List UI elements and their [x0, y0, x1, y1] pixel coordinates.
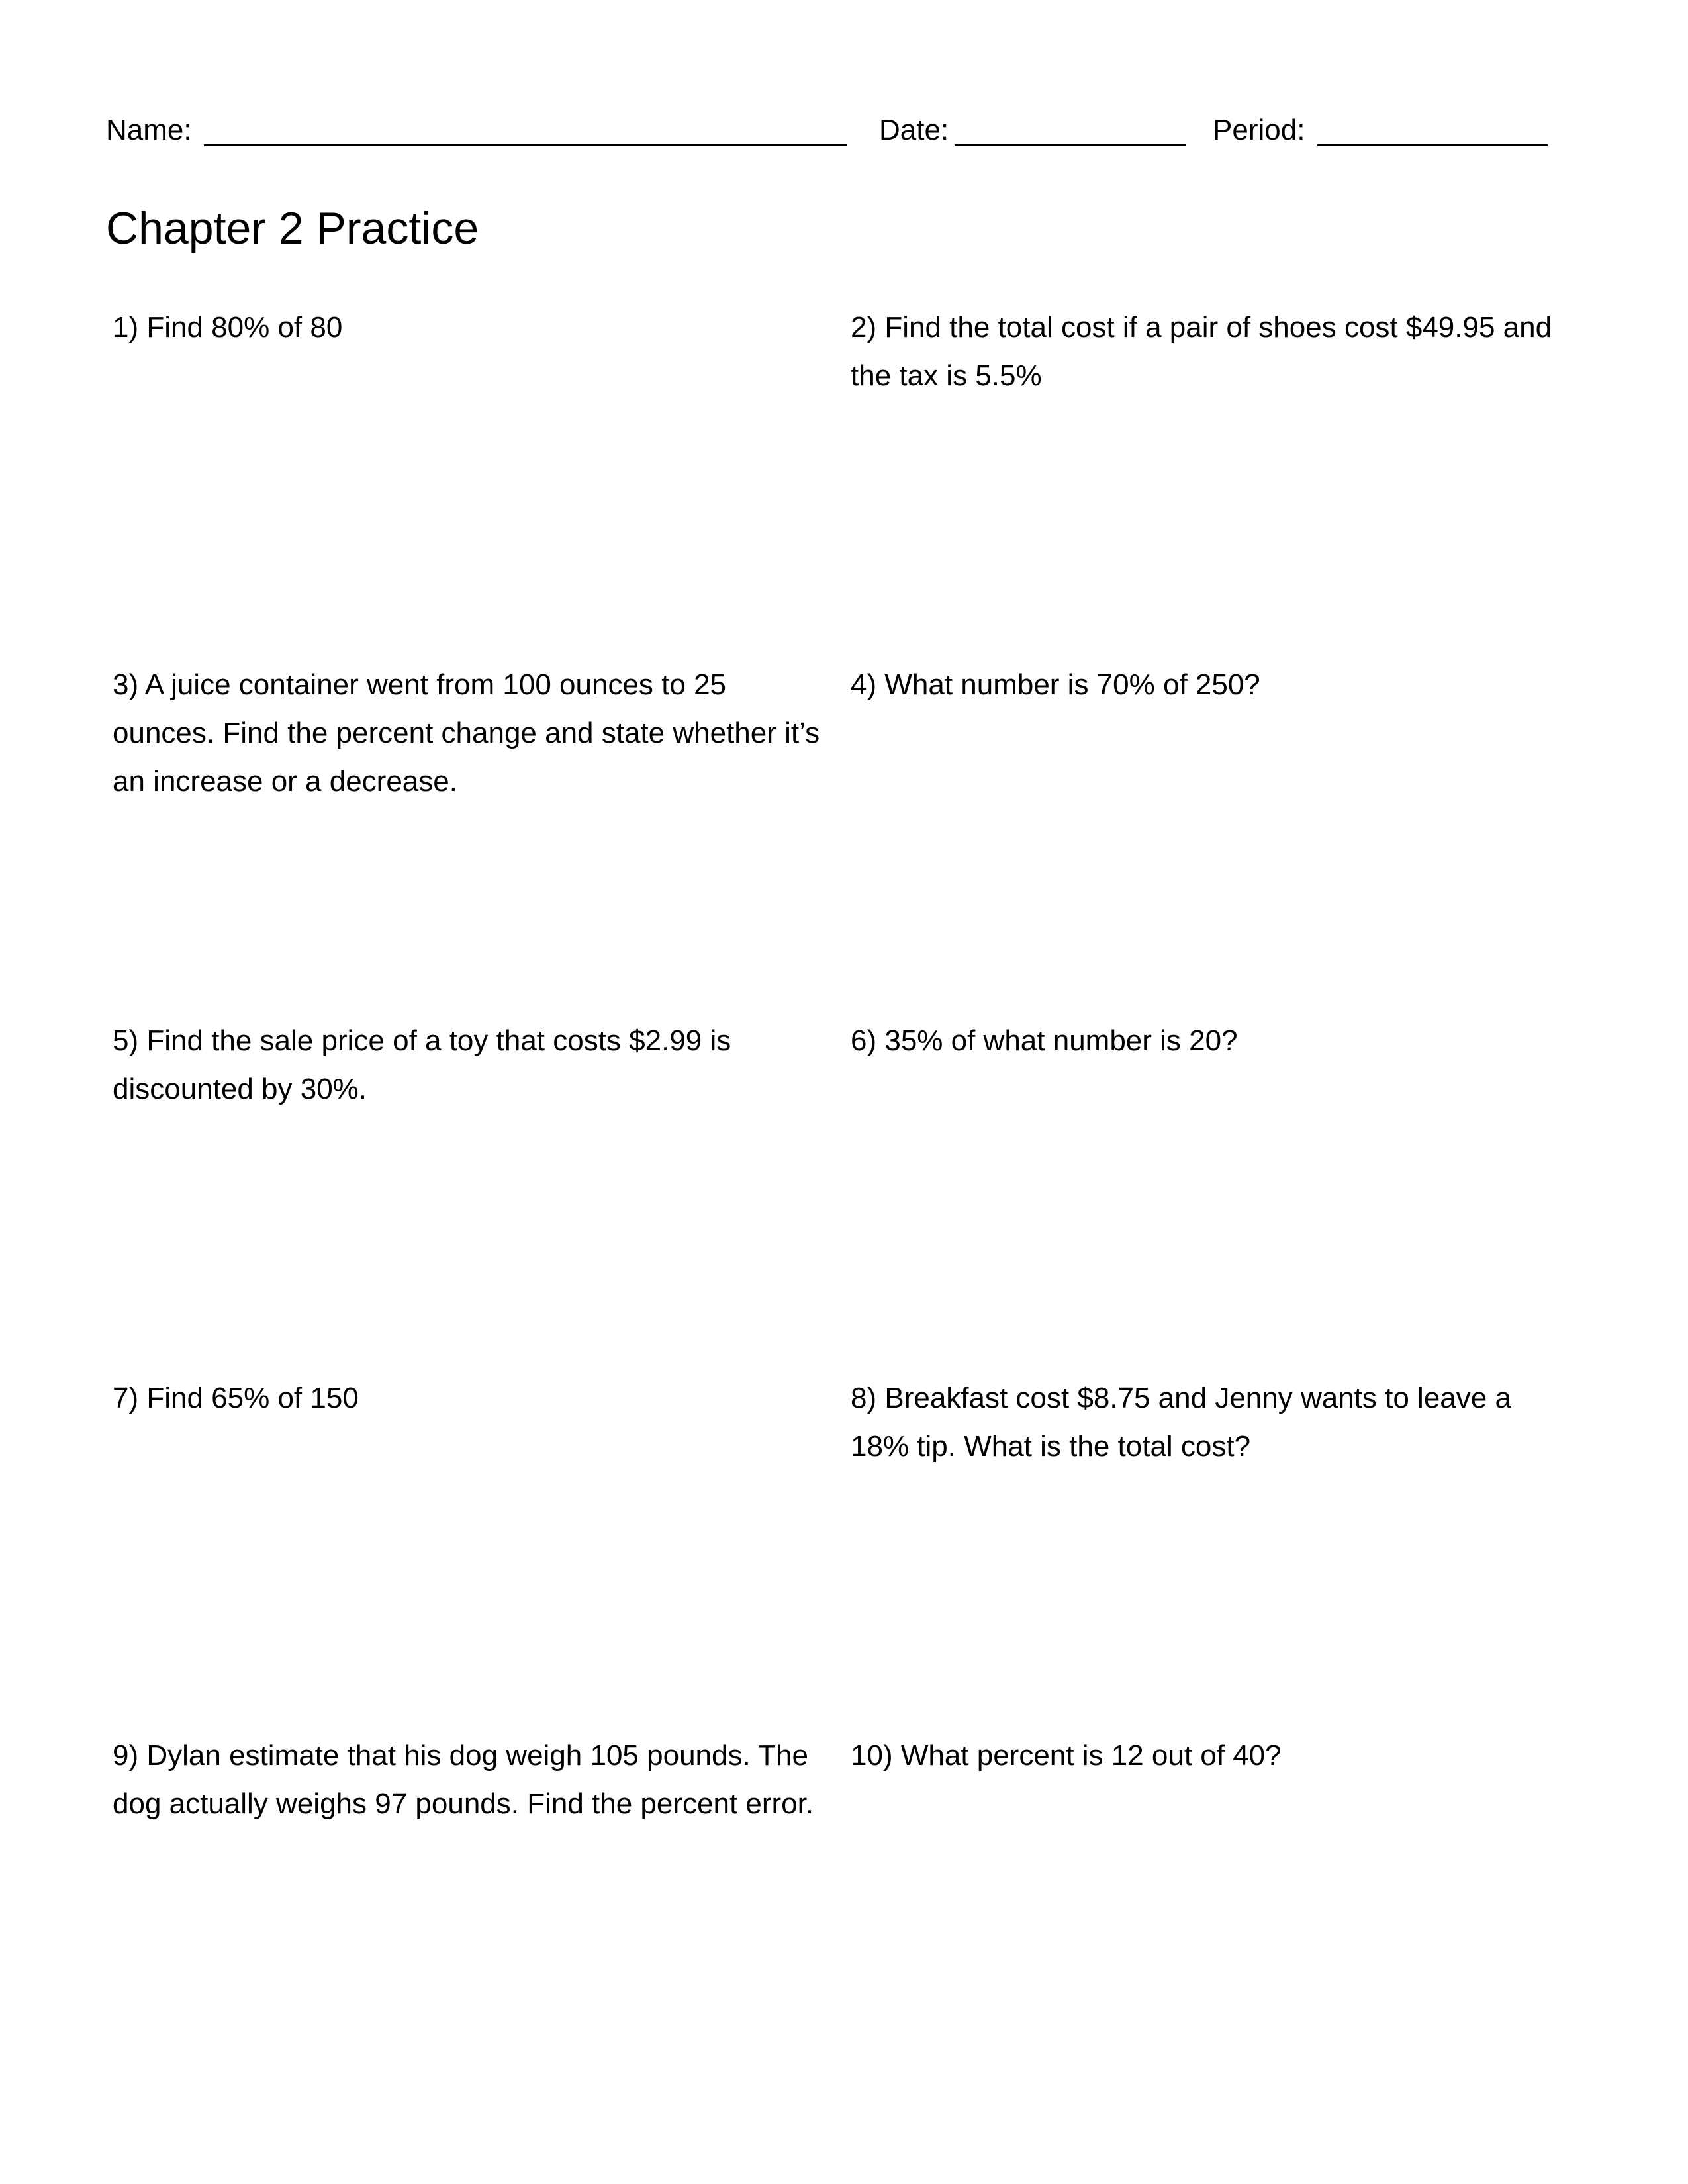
date-blank[interactable]	[955, 144, 1186, 146]
date-label: Date:	[879, 114, 949, 146]
period-blank[interactable]	[1317, 144, 1548, 146]
question-6: 6) 35% of what number is 20?	[851, 1024, 1238, 1057]
question-7: 7) Find 65% of 150	[113, 1382, 359, 1414]
header-row	[106, 107, 1562, 154]
question-1: 1) Find 80% of 80	[113, 311, 343, 343]
question-3: 3) A juice container went from 100 ounces to 25 ounces. Find the percent change and state whether it’s an increase or a decrease.	[113, 668, 820, 797]
name-label: Name:	[106, 114, 192, 146]
question-5: 5) Find the sale price of a toy that costs $2.99 is discounted by 30%.	[113, 1024, 731, 1105]
period-label: Period:	[1213, 114, 1305, 146]
name-blank[interactable]	[204, 144, 847, 146]
question-4: 4) What number is 70% of 250?	[851, 668, 1260, 701]
question-2: 2) Find the total cost if a pair of shoes cost $49.95 and the tax is 5.5%	[851, 311, 1552, 392]
question-9: 9) Dylan estimate that his dog weigh 105 pounds. The dog actually weighs 97 pounds. Find the percent error.	[113, 1739, 814, 1820]
question-8: 8) Breakfast cost $8.75 and Jenny wants to leave a 18% tip. What is the total cost?	[851, 1382, 1511, 1463]
page-title: Chapter 2 Practice	[106, 203, 479, 253]
question-10: 10) What percent is 12 out of 40?	[851, 1739, 1282, 1772]
